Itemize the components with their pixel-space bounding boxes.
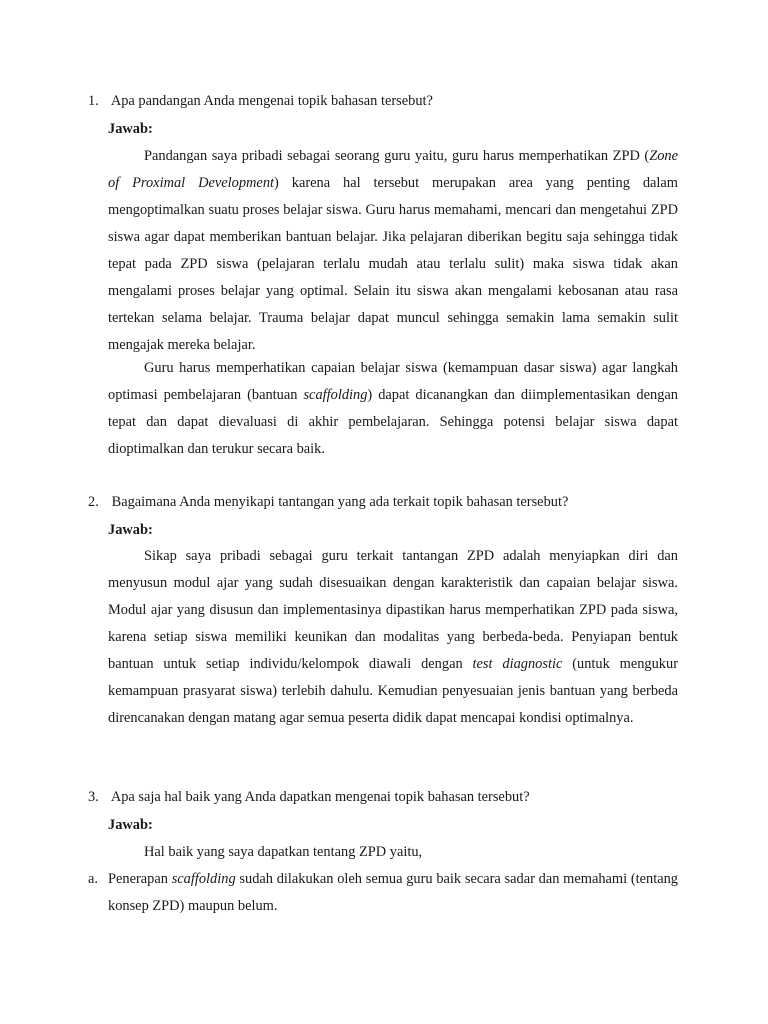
- answer-paragraph: [108, 355, 678, 463]
- paragraph-text: Guru harus memperhatikan capaian belajar siswa (kemampuan dasar siswa) agar langkah optimasi pembelajaran (bantuan: [108, 360, 678, 403]
- list-item-text: [108, 866, 678, 920]
- paragraph-text: Pandangan saya pribadi sebagai seorang guru yaitu, guru harus memperhatikan ZPD (: [144, 148, 650, 164]
- question-number: 3.: [88, 789, 99, 805]
- answer-label: Jawab:: [108, 817, 153, 833]
- answer-paragraph: [108, 543, 678, 732]
- italic-term: scaffolding: [171, 871, 236, 887]
- italic-term: test diagnostic: [472, 656, 563, 672]
- italic-term: scaffolding: [303, 387, 368, 403]
- list-item: [88, 866, 678, 920]
- question-text: Bagaimana Anda menyikapi tantangan yang ada terkait topik bahasan tersebut?: [111, 494, 569, 510]
- answer-label: Jawab:: [108, 522, 153, 538]
- paragraph-text: (untuk mengukur kemampuan prasyarat siswa) terlebih dahulu. Kemudian penyesuaian jenis bantuan yang berbeda direncanakan dengan matang agar semua peserta didik dapat mencapai kondisi optimalnya.: [108, 656, 678, 726]
- paragraph-text: Penerapan: [108, 871, 172, 887]
- answer-label: Jawab:: [108, 121, 153, 137]
- question-1: [88, 88, 688, 115]
- paragraph-text: Sikap saya pribadi sebagai guru terkait tantangan ZPD adalah menyiapkan diri dan menyusun modul ajar yang sudah disesuaikan dengan karakteristik dan capaian belajar siswa. Modul ajar yang disusun dan implementasinya dipastikan harus memperhatikan ZPD pada siswa, karena setiap siswa memiliki keunikan dan modalitas yang berbeda-beda. Penyiapan bentuk bantuan untuk setiap individu/kelompok diawali dengan: [108, 548, 678, 672]
- italic-term: Zone of Proximal Development: [108, 148, 678, 191]
- question-number: 1.: [88, 93, 99, 109]
- paragraph-text: ) karena hal tersebut merupakan area yang penting dalam mengoptimalkan suatu proses belajar siswa. Guru harus memahami, mencari dan mengetahui ZPD siswa agar dapat memberikan bantuan belajar. Jika pelajaran diberikan begitu saja sehingga tidak tepat pada ZPD siswa (pelajaran terlalu mudah atau terlalu sulit) maka siswa tidak akan mengalami proses belajar yang optimal. Selain itu siswa akan mengalami kebosanan atau rasa tertekan selama belajar. Trauma belajar dapat muncul sehingga semakin lama semakin sulit mengajak mereka belajar.: [108, 175, 678, 353]
- answer-paragraph: [108, 143, 678, 359]
- question-3: [88, 784, 688, 811]
- paragraph-text: sudah dilakukan oleh semua guru baik secara sadar dan memahami (tentang konsep ZPD) maupun belum.: [108, 871, 679, 914]
- question-2: [88, 489, 688, 516]
- question-number: 2.: [88, 494, 99, 510]
- paragraph-text: ) dapat dicanangkan dan diimplementasikan dengan tepat dan dapat dievaluasi di akhir pembelajaran. Sehingga potensi belajar siswa dapat dioptimalkan dan terukur secara baik.: [108, 387, 678, 457]
- question-text: Apa pandangan Anda mengenai topik bahasan tersebut?: [110, 93, 433, 109]
- paragraph-text: Hal baik yang saya dapatkan tentang ZPD yaitu,: [144, 844, 423, 860]
- answer-intro: [108, 839, 678, 866]
- question-text: Apa saja hal baik yang Anda dapatkan mengenai topik bahasan tersebut?: [110, 789, 530, 805]
- list-letter: a.: [88, 871, 98, 887]
